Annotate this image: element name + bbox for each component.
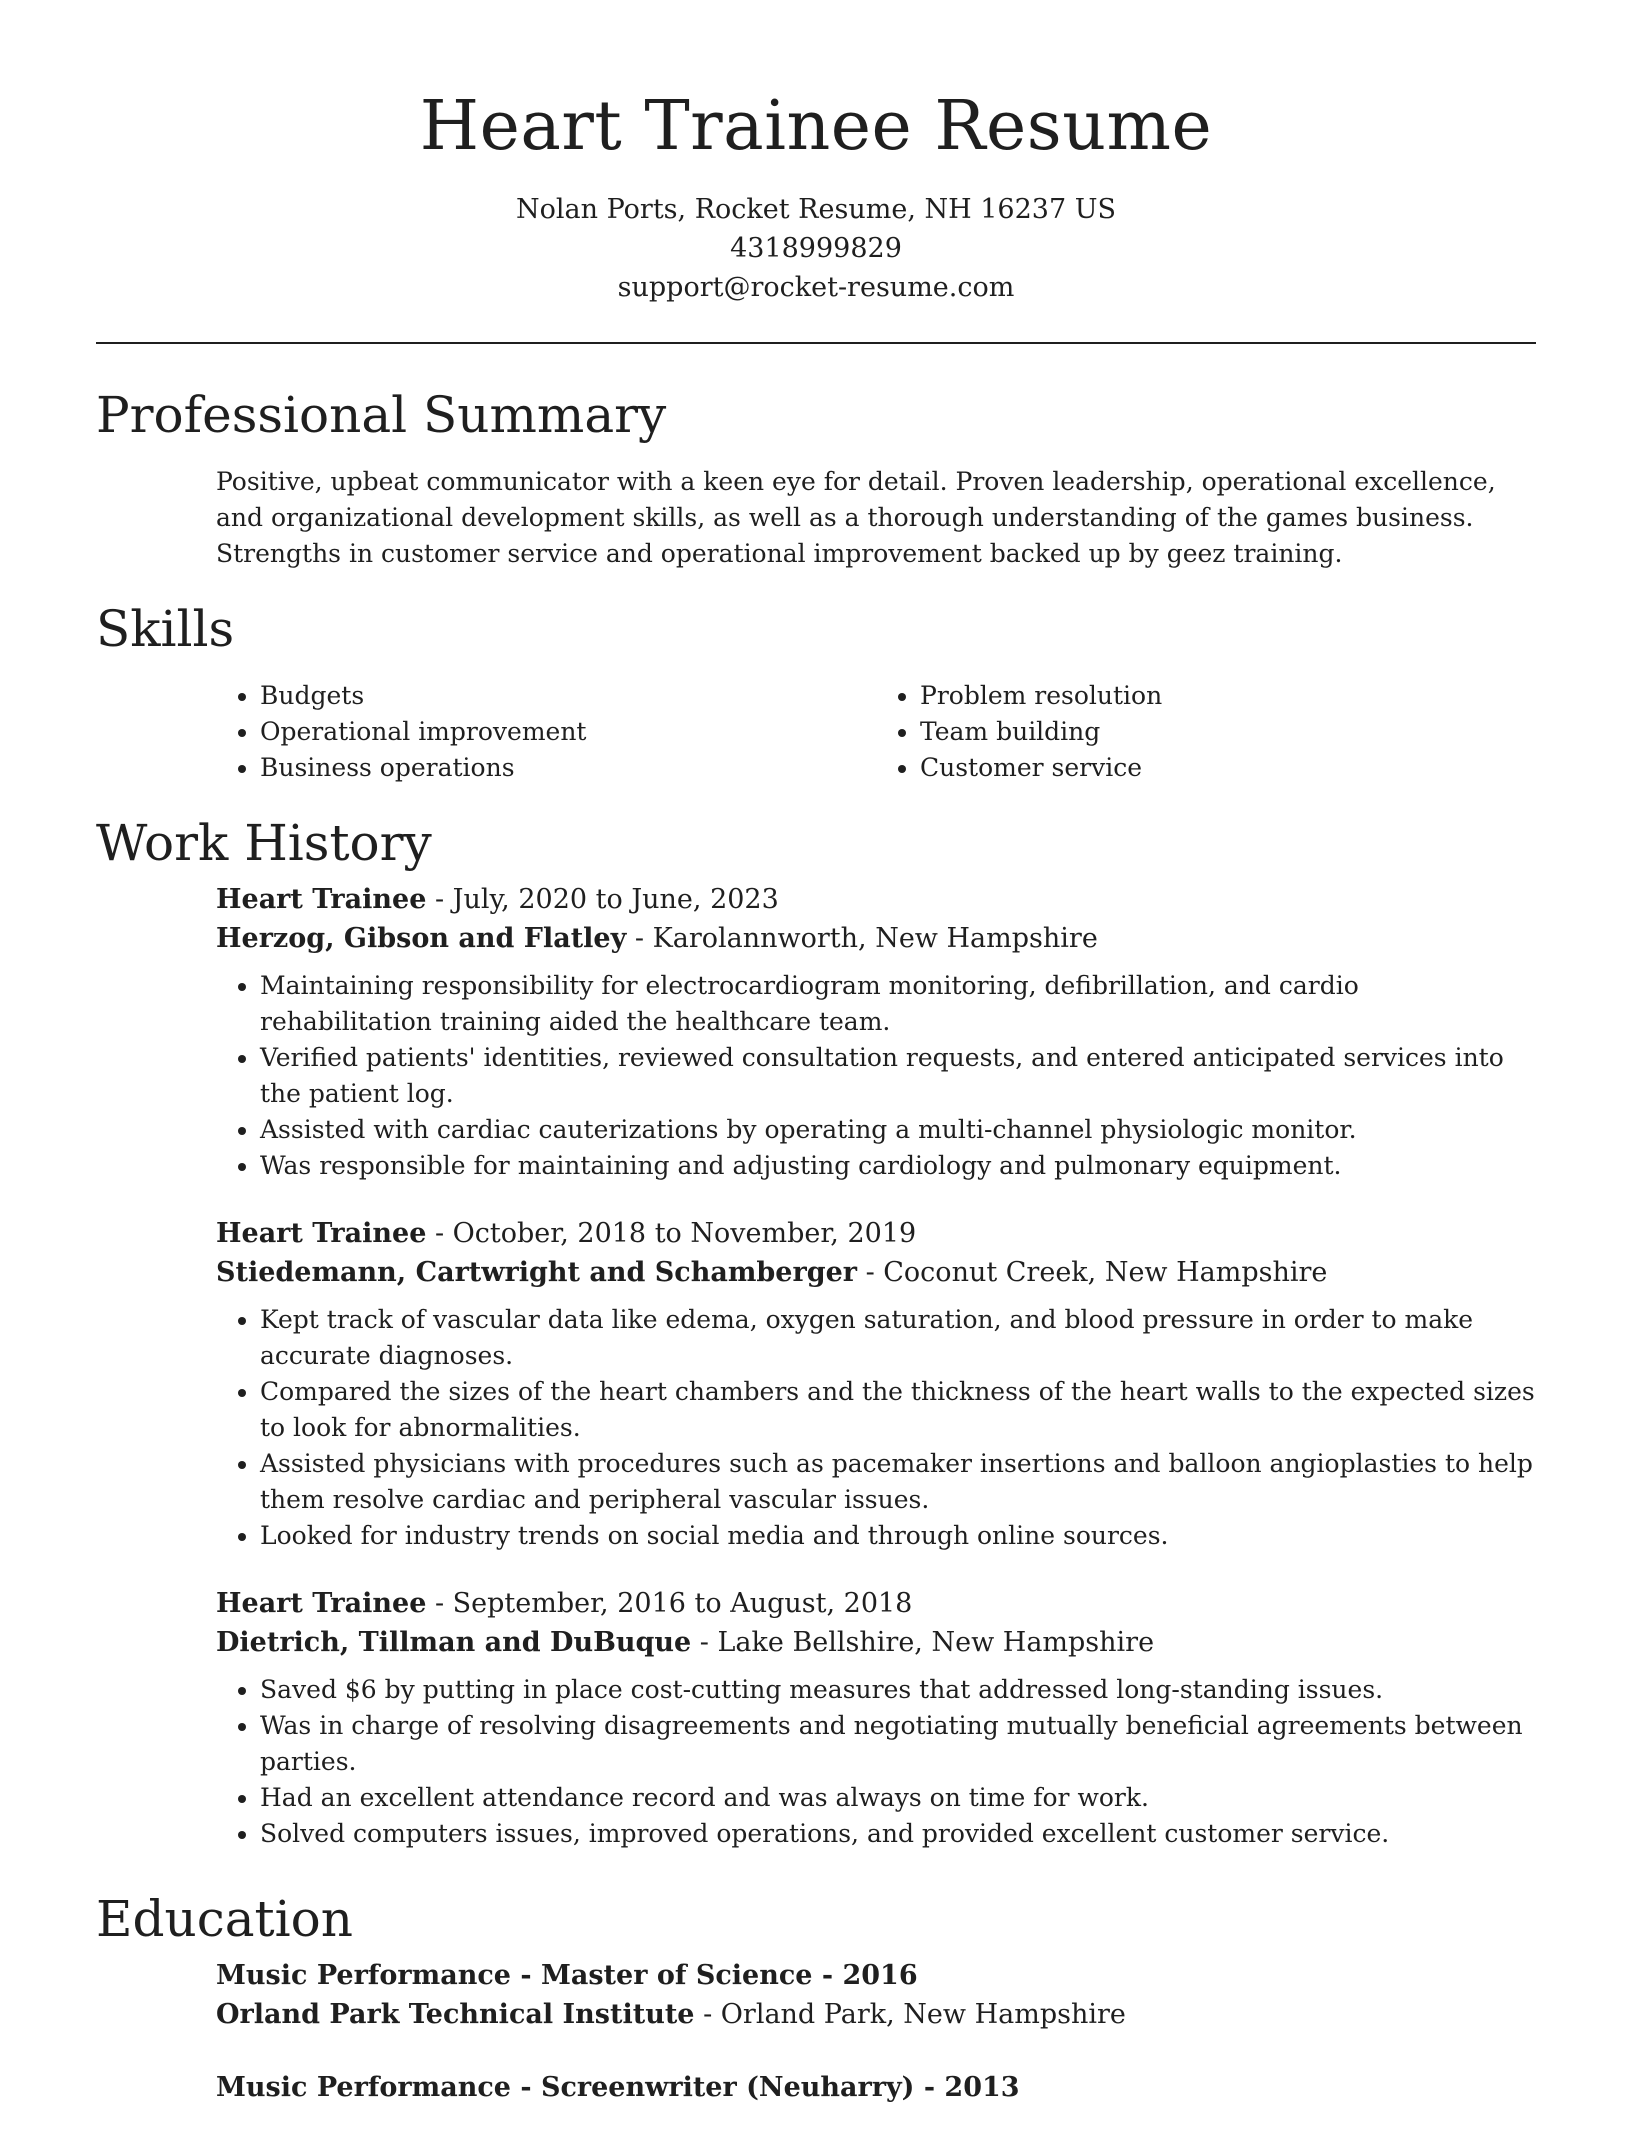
section-title-education: Education <box>96 1890 353 1948</box>
resume-content <box>96 378 1536 2141</box>
education-school: Orland Park Technical Institute <box>216 1999 695 2030</box>
job-bullet: • Compared the sizes of the heart chambers and the thickness of the heart walls to the expected sizes to look for abnormalities. <box>260 1374 1536 1446</box>
skill-item: • Operational improvement <box>260 714 876 750</box>
job-bullet: • Saved $6 by putting in place cost-cutting measures that addressed long-standing issues. <box>260 1672 1536 1708</box>
job-bullets <box>216 1302 1536 1554</box>
job-bullet: • Solved computers issues, improved operations, and provided excellent customer service. <box>260 1816 1536 1852</box>
skills-column-left <box>216 678 876 786</box>
job-dates: - October, 2018 to November, 2019 <box>426 1218 917 1249</box>
resume-title: Heart Trainee Resume <box>419 87 1213 166</box>
education-degree: Music Performance - Master of Science - 2016 <box>216 1960 918 1991</box>
job-bullet: • Was responsible for maintaining and adjusting cardiology and pulmonary equipment. <box>260 1148 1536 1184</box>
skill-item: • Budgets <box>260 678 876 714</box>
contact-phone: 4318999829 <box>730 233 902 264</box>
job-bullets <box>216 968 1536 1184</box>
contact-block <box>0 190 1632 307</box>
job-entry <box>216 880 1536 1184</box>
education-entry <box>216 1956 1536 2034</box>
job-title: Heart Trainee <box>216 1588 427 1619</box>
contact-address: Nolan Ports, Rocket Resume, NH 16237 US <box>516 194 1116 225</box>
resume-header <box>0 0 1632 307</box>
job-entry <box>216 1214 1536 1554</box>
job-location: - Karolannworth, New Hampshire <box>626 923 1098 954</box>
section-title-summary: Professional Summary <box>96 386 667 444</box>
header-divider <box>96 342 1536 344</box>
job-dates: - July, 2020 to June, 2023 <box>426 884 779 915</box>
job-entry <box>216 1584 1536 1852</box>
job-bullet: • Had an excellent attendance record and was always on time for work. <box>260 1780 1536 1816</box>
job-title: Heart Trainee <box>216 1218 427 1249</box>
skill-item: • Team building <box>920 714 1536 750</box>
contact-email: support@rocket-resume.com <box>617 272 1015 303</box>
job-bullet: • Verified patients' identities, reviewed consultation requests, and entered anticipated services into the patient log. <box>260 1040 1536 1112</box>
job-bullet: • Assisted with cardiac cauterizations by operating a multi-channel physiologic monitor. <box>260 1112 1536 1148</box>
education-degree: Music Performance - Screenwriter (Neuharry) - 2013 <box>216 2072 1020 2103</box>
section-title-work: Work History <box>96 814 432 872</box>
job-bullet: • Looked for industry trends on social media and through online sources. <box>260 1518 1536 1554</box>
section-title-skills: Skills <box>96 600 235 658</box>
education-location: - Orland Park, New Hampshire <box>694 1999 1126 2030</box>
job-company: Dietrich, Tillman and DuBuque <box>216 1627 692 1658</box>
summary-text: Positive, upbeat communicator with a keen eye for detail. Proven leadership, operational excellence, and organizational development skills, as well as a thorough understanding of the games business. Strengths in customer service and operational improvement backed up by geez training. <box>216 467 1496 568</box>
job-location: - Lake Bellshire, New Hampshire <box>691 1627 1155 1658</box>
job-company: Herzog, Gibson and Flatley <box>216 923 627 954</box>
skills-list <box>216 678 1536 786</box>
job-bullets <box>216 1672 1536 1852</box>
skill-item: • Customer service <box>920 750 1536 786</box>
skill-item: • Problem resolution <box>920 678 1536 714</box>
education-entry <box>216 2068 1536 2107</box>
skills-column-right <box>876 678 1536 786</box>
job-bullet: • Maintaining responsibility for electrocardiogram monitoring, defibrillation, and cardio rehabilitation training aided the healthcare team. <box>260 968 1536 1040</box>
job-dates: - September, 2016 to August, 2018 <box>426 1588 913 1619</box>
job-company: Stiedemann, Cartwright and Schamberger <box>216 1257 857 1288</box>
job-bullet: • Was in charge of resolving disagreements and negotiating mutually beneficial agreements between parties. <box>260 1708 1536 1780</box>
job-title: Heart Trainee <box>216 884 427 915</box>
skill-item: • Business operations <box>260 750 876 786</box>
job-location: - Coconut Creek, New Hampshire <box>856 1257 1328 1288</box>
job-bullet: • Kept track of vascular data like edema, oxygen saturation, and blood pressure in order to make accurate diagnoses. <box>260 1302 1536 1374</box>
job-bullet: • Assisted physicians with procedures such as pacemaker insertions and balloon angioplasties to help them resolve cardiac and peripheral vascular issues. <box>260 1446 1536 1518</box>
